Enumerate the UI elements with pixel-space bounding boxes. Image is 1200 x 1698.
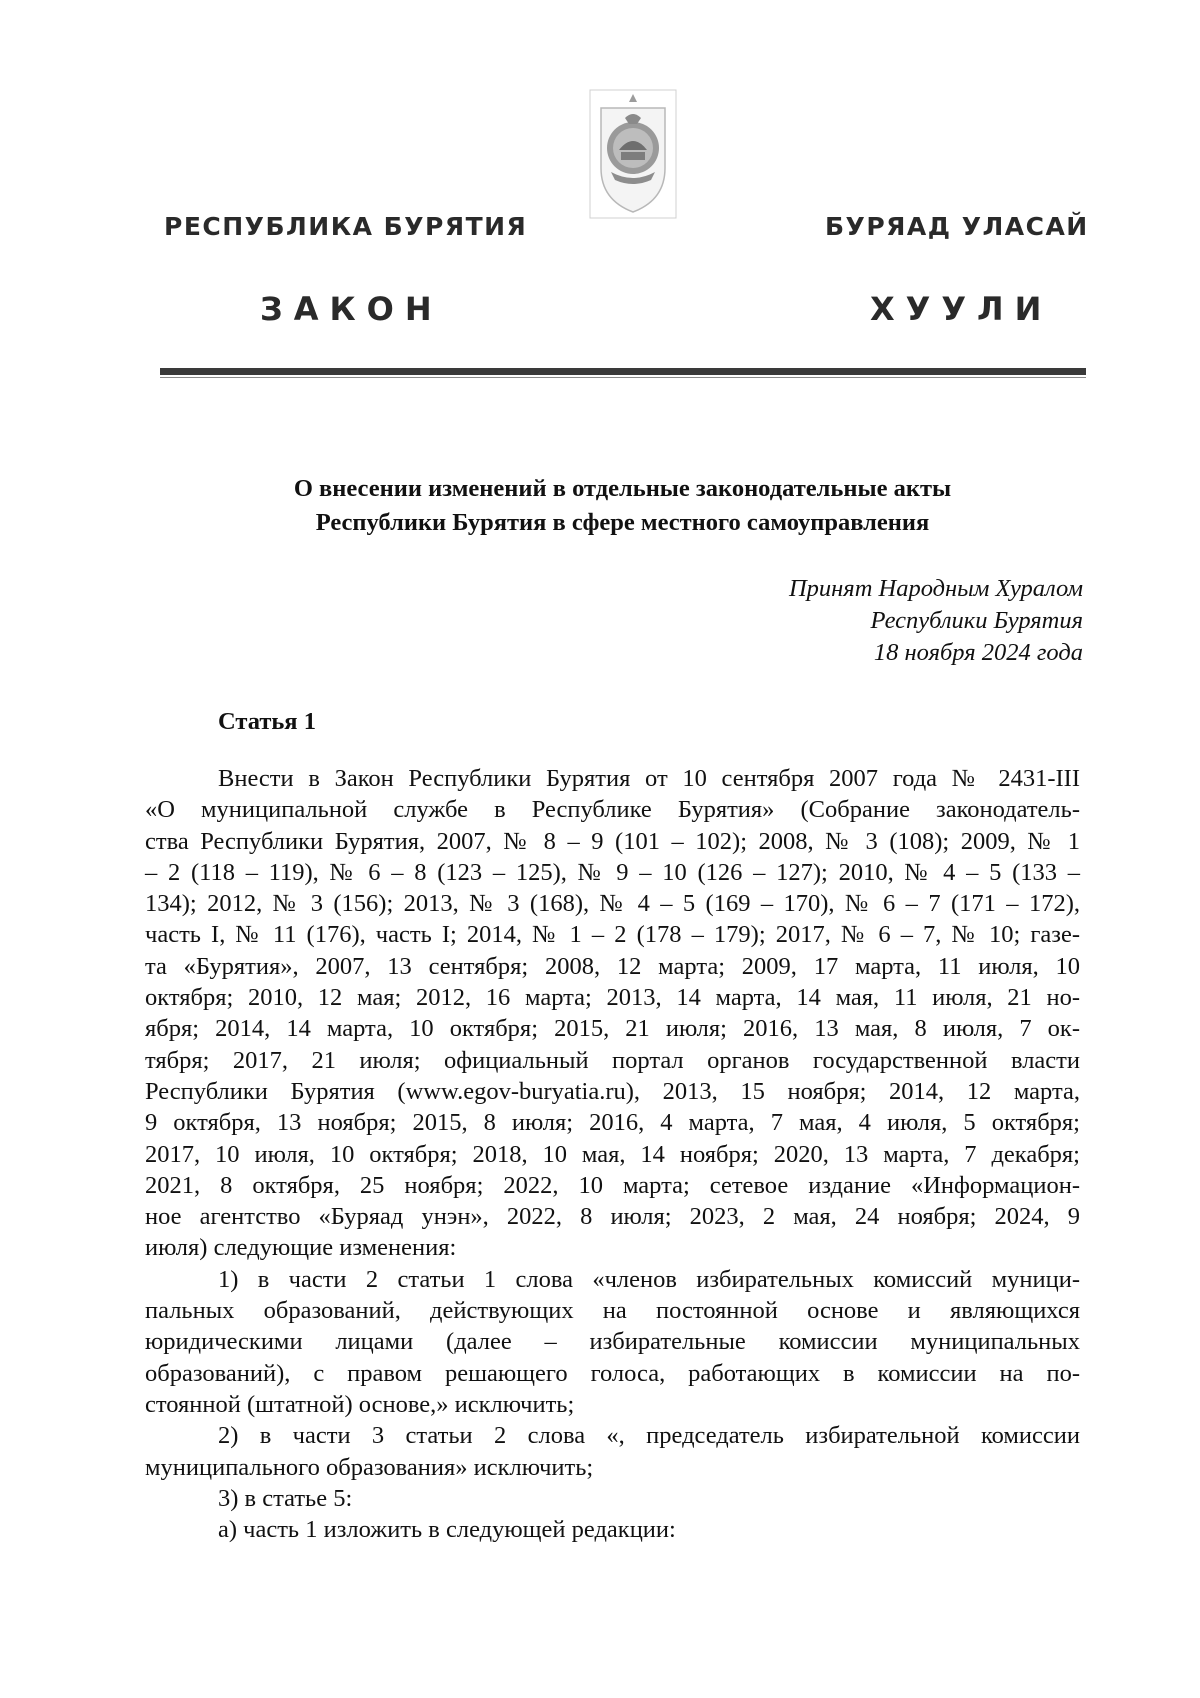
body-line: а) часть 1 изложить в следующей редакции:: [218, 1516, 676, 1544]
body-line: 2017, 10 июля, 10 октября; 2018, 10 мая, 14 ноября; 2020, 13 марта, 7 декабря;: [145, 1140, 1080, 1168]
body-line: – 2 (118 – 119), № 6 – 8 (123 – 125), № 9 – 10 (126 – 127); 2010, № 4 – 5 (133 –: [145, 858, 1080, 886]
body-line: 2) в части 3 статьи 2 слова «, председатель избирательной комиссии: [218, 1422, 1080, 1450]
header-republic-buryat: БУРЯАД УЛАСАЙ: [825, 212, 1089, 241]
body-line: 1) в части 2 статьи 1 слова «членов избирательных комиссий муници-: [218, 1265, 1080, 1293]
body-line: часть I, № 11 (176), часть I; 2014, № 1 – 2 (178 – 179); 2017, № 6 – 7, № 10; газе-: [145, 921, 1080, 949]
body-line: пальных образований, действующих на постоянной основе и являющихся: [145, 1297, 1080, 1325]
body-line: 134); 2012, № 3 (156); 2013, № 3 (168), № 4 – 5 (169 – 170), № 6 – 7 (171 – 172),: [145, 890, 1080, 918]
body-line: образований), с правом решающего голоса, работающих в комиссии на по-: [145, 1359, 1080, 1387]
body-line: ября; 2014, 14 марта, 10 октября; 2015, 21 июля; 2016, 13 мая, 8 июля, 7 ок-: [145, 1015, 1080, 1043]
header-divider: [160, 368, 1086, 375]
body-line: июля) следующие изменения:: [145, 1234, 457, 1262]
body-line: ное агентство «Буряад унэн», 2022, 8 июля; 2023, 2 мая, 24 ноября; 2024, 9: [145, 1203, 1080, 1231]
body-line: ства Республики Бурятия, 2007, № 8 – 9 (101 – 102); 2008, № 3 (108); 2009, № 1: [145, 827, 1080, 855]
body-line: та «Бурятия», 2007, 13 сентября; 2008, 12 марта; 2009, 17 марта, 11 июля, 10: [145, 952, 1080, 980]
header-law-russian: ЗАКОН: [260, 290, 443, 328]
body-line: тября; 2017, 21 июля; официальный портал органов государственной власти: [145, 1046, 1080, 1074]
body-line: октября; 2010, 12 мая; 2012, 16 марта; 2013, 14 марта, 14 мая, 11 июля, 21 но-: [145, 984, 1080, 1012]
body-line: стоянной (штатной) основе,» исключить;: [145, 1390, 575, 1418]
adoption-date: 18 ноября 2024 года: [873, 639, 1083, 666]
adoption-note: [789, 573, 1083, 669]
adoption-line: Республики Бурятия: [870, 607, 1083, 634]
header-law-buryat: ХУУЛИ: [870, 290, 1053, 328]
coat-of-arms-icon: [589, 88, 677, 220]
body-line: Республики Бурятия (www.egov-buryatia.ru), 2013, 15 ноября; 2014, 12 марта,: [145, 1077, 1080, 1105]
article-body: [145, 763, 1080, 1545]
header-republic-russian: РЕСПУБЛИКА БУРЯТИЯ: [164, 212, 528, 241]
body-line: юридическими лицами (далее – избирательные комиссии муниципальных: [145, 1328, 1080, 1356]
title-line: О внесении изменений в отдельные законодательные акты: [293, 475, 952, 502]
document-title: [150, 472, 1095, 540]
body-line: 3) в статье 5:: [218, 1484, 353, 1512]
body-line: муниципального образования» исключить;: [145, 1453, 594, 1481]
article-heading: Статья 1: [218, 708, 316, 735]
adoption-line: Принят Народным Хуралом: [788, 575, 1083, 602]
title-line: Республики Бурятия в сфере местного самоуправления: [315, 509, 930, 536]
body-line: «О муниципальной службе в Республике Бурятия» (Собрание законодатель-: [145, 796, 1080, 824]
body-line: 2021, 8 октября, 25 ноября; 2022, 10 марта; сетевое издание «Информацион-: [145, 1171, 1080, 1199]
body-line: Внести в Закон Республики Бурятия от 10 сентября 2007 года № 2431-III: [218, 765, 1080, 792]
body-line: 9 октября, 13 ноября; 2015, 8 июля; 2016, 4 марта, 7 мая, 4 июля, 5 октября;: [145, 1109, 1080, 1137]
